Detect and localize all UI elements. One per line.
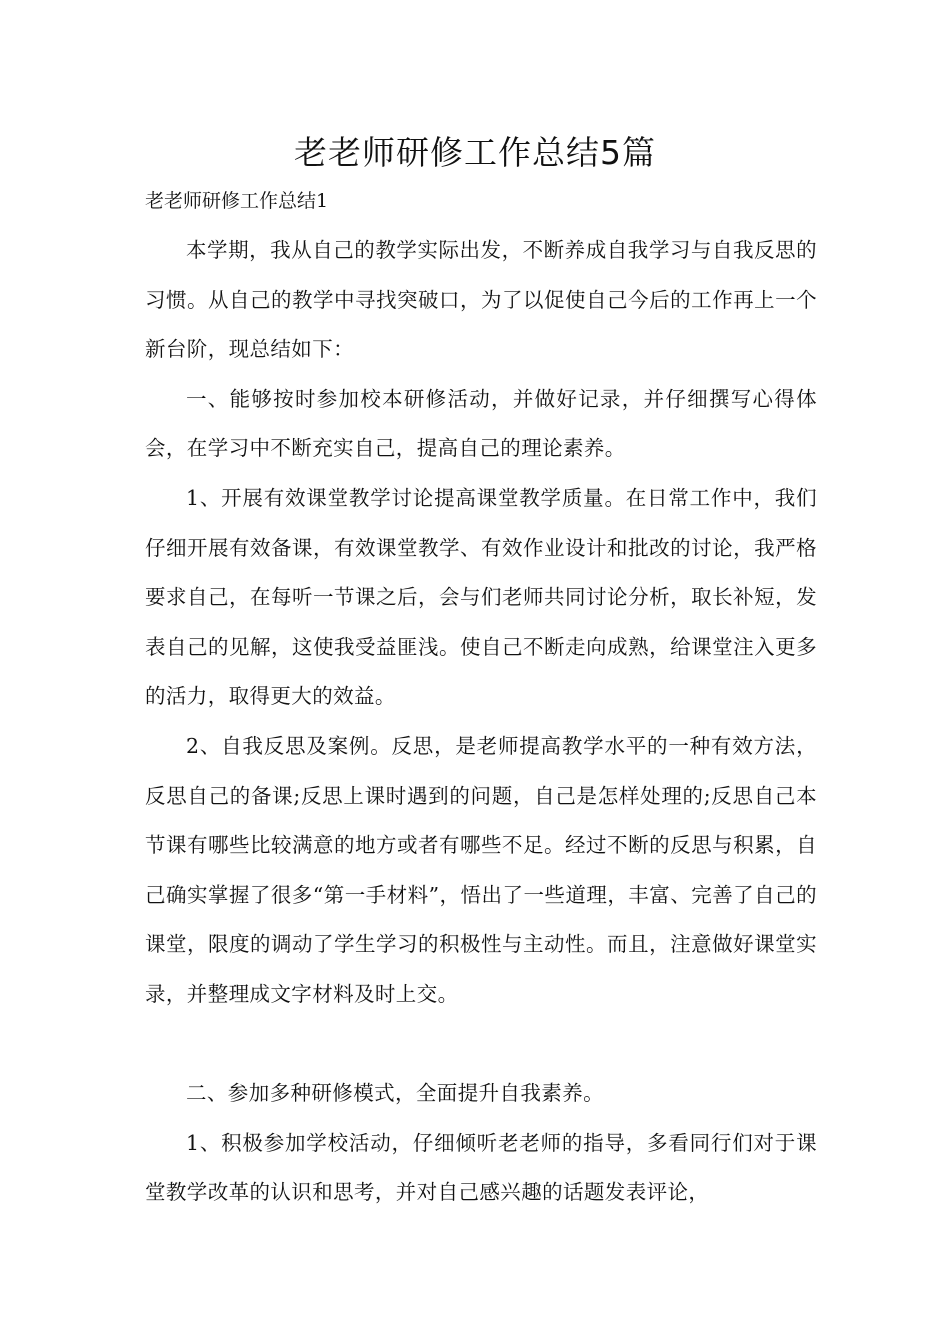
paragraph-section-one: 一、能够按时参加校本研修活动，并做好记录，并仔细撰写心得体会，在学习中不断充实自己，提高自己的理论素养。 (145, 386, 817, 461)
document-title: 老老师研修工作总结5篇 (294, 133, 656, 172)
paragraph-spacer (145, 1020, 817, 1070)
section-subtitle: 老老师研修工作总结1 (145, 190, 329, 212)
paragraph-section-two: 二、参加多种研修模式，全面提升自我素养。 (186, 1081, 604, 1106)
paragraph-intro: 本学期，我从自己的教学实际出发，不断养成自我学习与自我反思的习惯。从自己的教学中寻找突破口，为了以促使自己今后的工作再上一个新台阶，现总结如下： (145, 238, 817, 362)
document-body (145, 226, 817, 1218)
paragraph-item-1: 1、开展有效课堂教学讨论提高课堂教学质量。在日常工作中，我们仔细开展有效备课，有效课堂教学、有效作业设计和批改的讨论，我严格要求自己，在每听一节课之后，会与们老师共同讨论分析，取长补短，发表自己的见解，这使我受益匪浅。使自己不断走向成熟，给课堂注入更多的活力，取得更大的效益。 (145, 485, 817, 709)
paragraph-item-2: 2、自我反思及案例。反思，是老师提高教学水平的一种有效方法，反思自己的备课;反思上课时遇到的问题，自己是怎样处理的;反思自己本节课有哪些比较满意的地方或者有哪些不足。经过不断的反思与积累，自己确实掌握了很多“第一手材料”，悟出了一些道理，丰富、完善了自己的课堂，限度的调动了学生学习的积极性与主动性。而且，注意做好课堂实录，并整理成文字材料及时上交。 (145, 733, 817, 1006)
paragraph-item-2-1: 1、积极参加学校活动，仔细倾听老老师的指导，多看同行们对于课堂教学改革的认识和思考，并对自己感兴趣的话题发表评论， (145, 1130, 817, 1205)
